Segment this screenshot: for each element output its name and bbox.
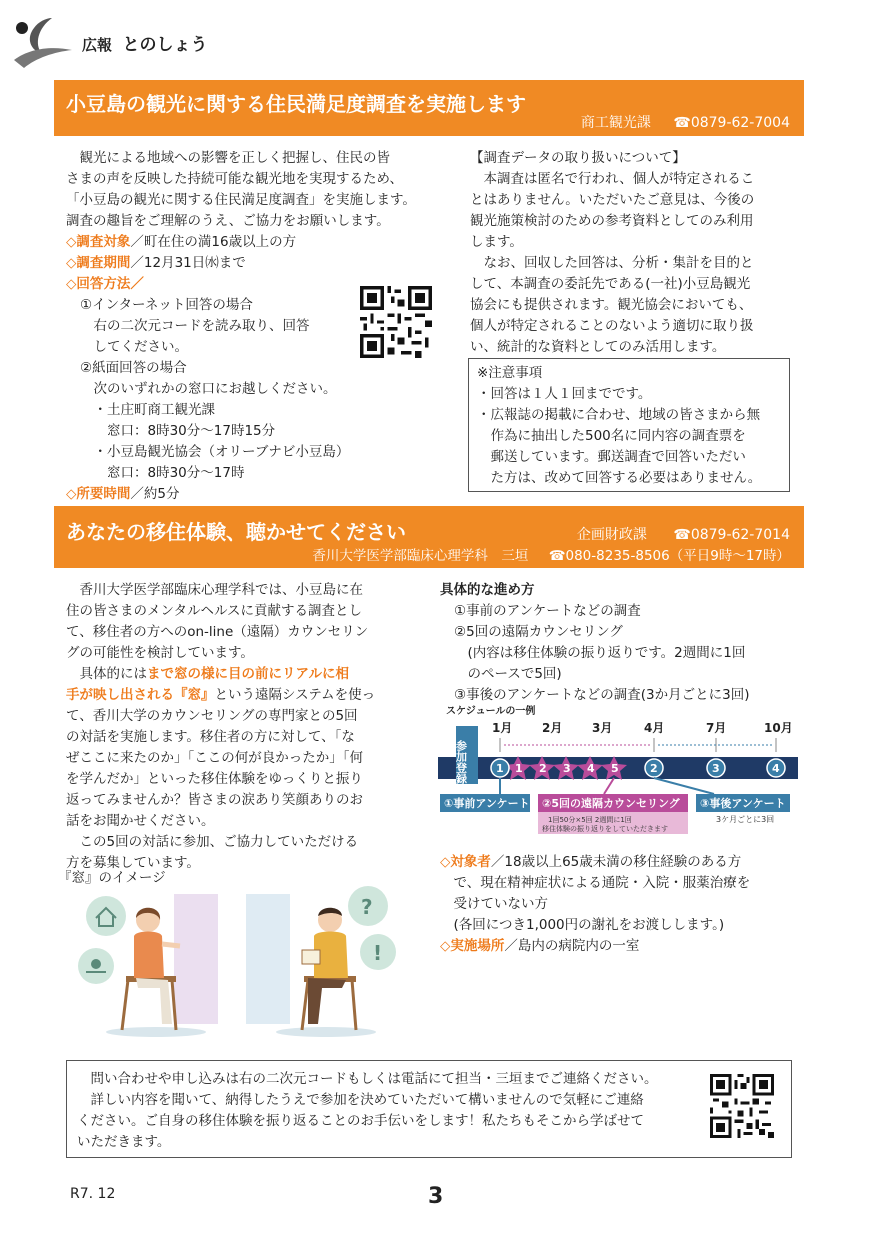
method-line: ②紙面回答の場合 [80, 360, 187, 376]
notes-line: た方は、改めて回答する必要はありません。 [477, 470, 762, 486]
body-line: の対話を実施します。移住者の方に対して、「な [66, 729, 355, 745]
survey-target-value: ／町在住の満16歳以上の方 [130, 234, 297, 250]
method-line: 窓口：8時30分～17時15分 [80, 423, 276, 439]
pre-survey-label: ①事前アンケート [444, 797, 530, 810]
survey-period [66, 253, 446, 274]
svg-text:1: 1 [515, 762, 523, 775]
method-line: 次のいずれかの窓口にお越しください。 [80, 381, 337, 397]
svg-text:3: 3 [712, 762, 720, 775]
participant-target [440, 852, 800, 873]
contact-line: ください。ご自身の移住体験を振り返ることのお手伝いをします！私たちもそこから学ばせて [77, 1113, 644, 1129]
survey-time-label: ◇所要時間 [66, 486, 131, 502]
data-line: 観光施策検討のための参考資料としてのみ利用 [470, 213, 754, 229]
method-line: してください。 [80, 339, 188, 355]
svg-text:2: 2 [650, 762, 658, 775]
contact-box [66, 1060, 792, 1158]
header-kicker: 広報 [82, 36, 113, 54]
participant-target-label: ◇対象者 [440, 854, 491, 870]
step-line: ②5回の遠隔カウンセリング [454, 624, 623, 640]
body-line: この5回の対話に参加、ご協力していただける [66, 834, 359, 850]
data-line: します。 [470, 234, 523, 250]
svg-text:3: 3 [563, 762, 571, 775]
body-line: を学んだか」といった移住体験をゆっくりと振り [66, 771, 363, 787]
schedule-diagram [438, 700, 798, 834]
counseling-sub: 1回50分×5回 2週間に1回 [548, 816, 632, 824]
month-label: 1月 [492, 721, 513, 735]
venue-value: ／島内の病院内の一室 [504, 938, 640, 954]
article1-intro [66, 148, 446, 232]
data-line: 個人が特定されることのないよう適切に取り扱 [470, 318, 754, 334]
intro-line: さまの声を反映した持続可能な観光地を実現するため、 [66, 171, 403, 187]
svg-text:2: 2 [539, 762, 547, 775]
svg-text:5: 5 [611, 762, 619, 775]
schedule-title: スケジュールの一例 [446, 706, 536, 717]
survey-target [66, 232, 446, 253]
month-label: 3月 [592, 721, 613, 735]
article2-dept: 企画財政課 [576, 527, 647, 543]
counseling-label: ②5回の遠隔カウンセリング [542, 797, 680, 810]
notes-box [468, 358, 790, 492]
header-title [82, 30, 207, 55]
body-line: 方を募集しています。 [66, 855, 200, 871]
page-number: 3 [428, 1184, 444, 1209]
data-handling-heading: 【調査データの取り扱いについて】 [470, 150, 686, 166]
issue-number: R7. 12 [70, 1186, 116, 1202]
registration-label: 参加登録 [454, 740, 468, 784]
svg-text:4: 4 [772, 762, 780, 775]
method-line: 右の二次元コードを読み取り、回答 [80, 318, 310, 334]
month-label: 10月 [764, 721, 793, 735]
article2-univ-tel: ☎080-8235-8506（平日9時～17時） [548, 548, 790, 564]
participant-target-line: (各回につき1,000円の謝礼をお渡しします。) [440, 917, 725, 933]
article2-title: あなたの移住体験、聴かせてください [66, 520, 406, 544]
participant-target-line: で、現在精神症状による通院・入院・服薬治療を [440, 875, 751, 891]
step-line: のペースで5回) [454, 666, 562, 682]
article2-univ: 香川大学医学部臨床心理学科 三垣 [312, 548, 529, 564]
body-line: 住の皆さまのメンタルヘルスに貢献する調査とし [66, 603, 363, 619]
article1-title: 小豆島の観光に関する住民満足度調査を実施します [66, 92, 526, 116]
notes-line: 郵送しています。郵送調査で回答いただい [477, 449, 746, 465]
body-line: ぜここに来たのか」「ここの何が良かったか」「何 [66, 750, 363, 766]
highlight-line-1 [66, 664, 430, 685]
step-line: ①事前のアンケートなどの調査 [454, 603, 641, 619]
survey-time-value: ／約5分 [130, 486, 180, 502]
notes-line: ・広報誌の掲載に合わせ、地域の皆さまから無 [477, 407, 761, 423]
article1-dept: 商工観光課 [580, 115, 651, 131]
image-caption: 『窓』のイメージ [58, 870, 166, 886]
steps-heading: 具体的な進め方 [440, 582, 535, 598]
header-logo-icon [8, 10, 78, 70]
month-label: 2月 [542, 721, 563, 735]
highlight-line-2 [66, 685, 430, 706]
notes-line: 作為に抽出した500名に同内容の調査票を [477, 428, 746, 444]
survey-period-value: ／12月31日㈬まで [130, 255, 246, 271]
survey-method-label: ◇回答方法／ [66, 276, 144, 292]
month-label: 7月 [706, 721, 727, 735]
step-line: (内容は移住体験の振り返りです。2週間に1回 [454, 645, 746, 661]
intro-line: 調査の趣旨をご理解のうえ、ご協力をお願いします。 [66, 213, 390, 229]
data-line: とはありません。いただいたご意見は、今後の [470, 192, 755, 208]
intro-line: 「小豆島の観光に関する住民満足度調査」を実施します。 [66, 192, 416, 208]
body-line: 話をお聞かせください。 [66, 813, 215, 829]
article2-right [440, 580, 800, 706]
contact-line: 問い合わせや申し込みは右の二次元コードもしくは電話にて担当・三垣までご連絡ください。 [77, 1071, 658, 1087]
post-survey-sub: 3ケ月ごとに3回 [716, 815, 775, 824]
body-line: 返ってみませんか？皆さまの涙あり笑顔ありのお [66, 792, 363, 808]
participant-target-value: ／18歳以上65歳未満の移住経験のある方 [490, 854, 742, 870]
highlight-text: まで窓の様に目の前にリアルに相 [147, 666, 349, 682]
month-label: 4月 [644, 721, 665, 735]
notes-heading: ※注意事項 [477, 365, 543, 381]
venue [440, 936, 800, 957]
body-line: て、香川大学のカウンセリングの専門家との5回 [66, 708, 358, 724]
article2-tel: ☎0879-62-7014 [673, 527, 790, 543]
data-line: 協会にも提供されます。観光協会においても、 [470, 297, 753, 313]
survey-time [66, 484, 446, 505]
body-text: という遠隔システムを使っ [214, 687, 376, 703]
highlight-text: 手が映し出される『窓』 [66, 687, 215, 703]
body-text: 具体的には [66, 666, 147, 682]
body-line: 香川大学医学部臨床心理学科では、小豆島に在 [66, 582, 363, 598]
method-line: ①インターネット回答の場合 [80, 297, 253, 313]
data-line: 本調査は匿名で行われ、個人が特定されるこ [470, 171, 755, 187]
contact-line: 詳しい内容を聞いて、納得したうえで参加を決めていただいて構いませんので気軽にご連絡 [77, 1092, 644, 1108]
svg-text:!: ! [373, 941, 383, 965]
article1-header [54, 80, 804, 136]
venue-label: ◇実施場所 [440, 938, 505, 954]
article1-right [470, 148, 796, 358]
svg-text:?: ? [361, 895, 373, 919]
body-line: グの可能性を検討しています。 [66, 645, 254, 661]
step-line: ③事後のアンケートなどの調査(3か月ごとに3回) [454, 687, 750, 703]
data-line: して、本調査の委託先である(一社)小豆島観光 [470, 276, 751, 292]
participant-target-line: 受けていない方 [440, 896, 548, 912]
svg-text:4: 4 [587, 762, 595, 775]
header-name: とのしょう [122, 35, 208, 55]
window-illustration [76, 884, 432, 1040]
intro-line: 観光による地域への影響を正しく把握し、住民の皆 [66, 150, 390, 166]
notes-line: ・回答は１人１回までです。 [477, 386, 652, 402]
article2-details [440, 852, 800, 957]
method-line: ・土庄町商工観光課 [80, 402, 215, 418]
contact-qr-code-icon[interactable] [710, 1074, 774, 1138]
survey-target-label: ◇調査対象 [66, 234, 131, 250]
method-line: ・小豆島観光協会（オリーブナビ小豆島） [80, 444, 350, 460]
article2-left [66, 580, 430, 874]
article1-tel: ☎0879-62-7004 [673, 115, 790, 131]
data-line: なお、回収した回答は、分析・集計を目的と [470, 255, 754, 271]
contact-line: いただきます。 [77, 1134, 171, 1150]
survey-period-label: ◇調査期間 [66, 255, 131, 271]
post-survey-label: ③事後アンケート [700, 797, 786, 810]
survey-qr-code-icon[interactable] [360, 286, 432, 358]
method-line: 窓口：8時30分～17時 [80, 465, 245, 481]
body-line: て、移住者の方へのon-line（遠隔）カウンセリン [66, 624, 369, 640]
data-line: い、統計的な資料としてのみ活用します。 [470, 339, 726, 355]
svg-text:1: 1 [496, 762, 504, 775]
article2-header [54, 506, 804, 568]
counseling-sub: 移住体験の振り返りをしていただきます [542, 825, 668, 833]
